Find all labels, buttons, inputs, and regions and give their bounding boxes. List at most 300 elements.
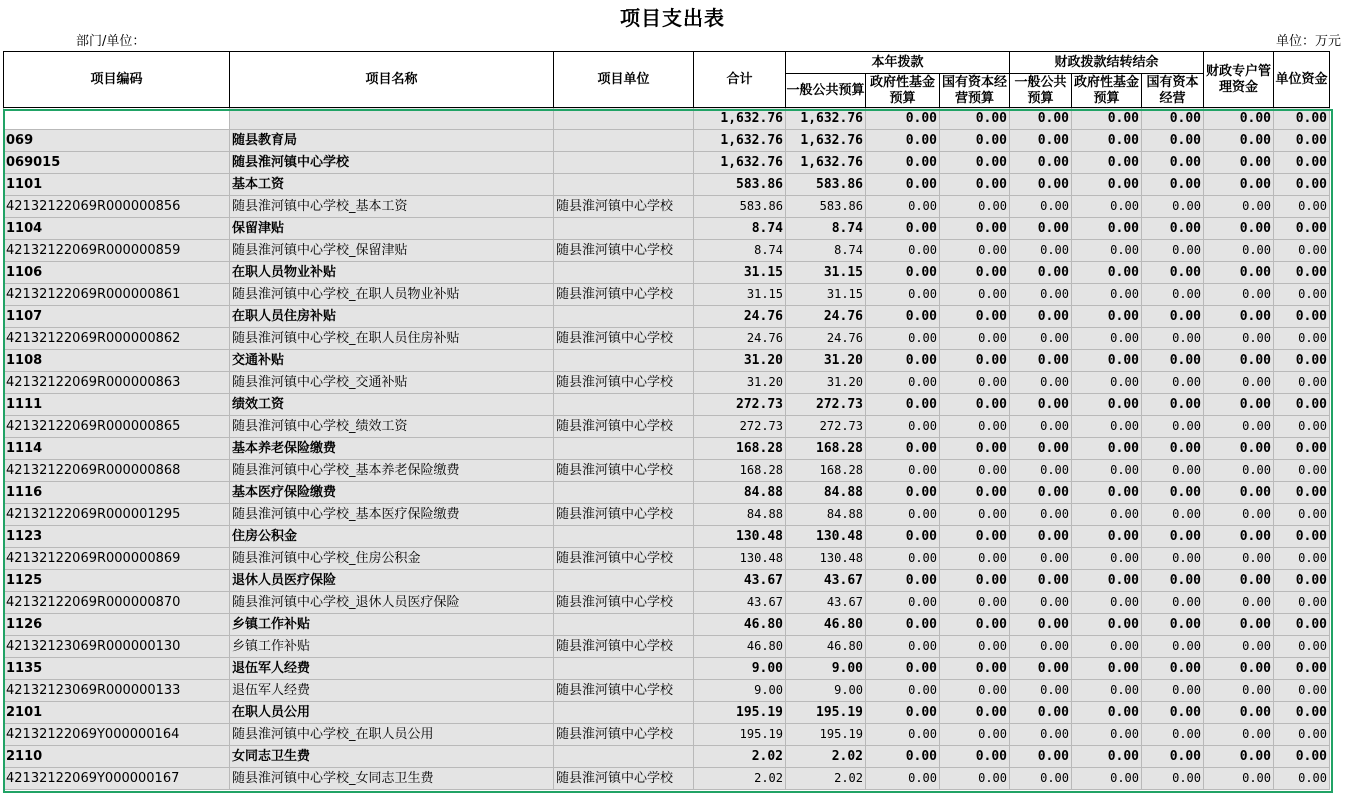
cell-carry-gov-fund-budget[interactable]: 0.00 <box>1072 724 1142 746</box>
cell-special-fund[interactable]: 0.00 <box>1204 372 1274 394</box>
cell-gov-fund-budget[interactable]: 0.00 <box>866 614 940 636</box>
cell-carry-gov-fund-budget[interactable]: 0.00 <box>1072 460 1142 482</box>
cell-unit-fund[interactable]: 0.00 <box>1274 394 1330 416</box>
cell-carry-state-capital[interactable]: 0.00 <box>1142 438 1204 460</box>
cell-carry-general-budget[interactable]: 0.00 <box>1010 372 1072 394</box>
header-total[interactable]: 合计 <box>694 52 786 108</box>
cell-unit-fund[interactable]: 0.00 <box>1274 350 1330 372</box>
cell-unit-fund[interactable]: 0.00 <box>1274 592 1330 614</box>
cell-state-capital-budget[interactable]: 0.00 <box>940 680 1010 702</box>
cell-carry-gov-fund-budget[interactable]: 0.00 <box>1072 702 1142 724</box>
cell-carry-state-capital[interactable]: 0.00 <box>1142 174 1204 196</box>
cell-carry-state-capital[interactable]: 0.00 <box>1142 504 1204 526</box>
cell-unit-fund[interactable]: 0.00 <box>1274 504 1330 526</box>
cell-general-budget[interactable]: 31.20 <box>786 372 866 394</box>
cell-carry-gov-fund-budget[interactable]: 0.00 <box>1072 350 1142 372</box>
cell-gov-fund-budget[interactable]: 0.00 <box>866 438 940 460</box>
cell-special-fund[interactable]: 0.00 <box>1204 218 1274 240</box>
cell-project-name[interactable]: 乡镇工作补贴 <box>230 636 554 658</box>
cell-project-unit[interactable] <box>554 130 694 152</box>
cell-total[interactable]: 583.86 <box>694 174 786 196</box>
cell-carry-general-budget[interactable]: 0.00 <box>1010 306 1072 328</box>
cell-total[interactable]: 43.67 <box>694 592 786 614</box>
cell-carry-gov-fund-budget[interactable]: 0.00 <box>1072 548 1142 570</box>
cell-special-fund[interactable]: 0.00 <box>1204 614 1274 636</box>
cell-carry-gov-fund-budget[interactable]: 0.00 <box>1072 658 1142 680</box>
cell-carry-gov-fund-budget[interactable]: 0.00 <box>1072 372 1142 394</box>
cell-project-code[interactable]: 1108 <box>4 350 230 372</box>
cell-general-budget[interactable]: 31.20 <box>786 350 866 372</box>
header-unit-fund[interactable]: 单位资金 <box>1274 52 1330 108</box>
cell-project-name[interactable]: 随县淮河镇中心学校_在职人员公用 <box>230 724 554 746</box>
cell-carry-general-budget[interactable]: 0.00 <box>1010 526 1072 548</box>
cell-special-fund[interactable]: 0.00 <box>1204 526 1274 548</box>
cell-carry-general-budget[interactable]: 0.00 <box>1010 548 1072 570</box>
header-special-fund[interactable]: 财政专户管理资金 <box>1204 52 1274 108</box>
cell-general-budget[interactable]: 8.74 <box>786 218 866 240</box>
cell-carry-gov-fund-budget[interactable]: 0.00 <box>1072 196 1142 218</box>
cell-unit-fund[interactable]: 0.00 <box>1274 130 1330 152</box>
cell-general-budget[interactable]: 583.86 <box>786 174 866 196</box>
cell-project-unit[interactable] <box>554 658 694 680</box>
cell-carry-general-budget[interactable]: 0.00 <box>1010 416 1072 438</box>
cell-carry-state-capital[interactable]: 0.00 <box>1142 614 1204 636</box>
cell-special-fund[interactable]: 0.00 <box>1204 504 1274 526</box>
cell-project-unit[interactable]: 随县淮河镇中心学校 <box>554 504 694 526</box>
cell-carry-general-budget[interactable]: 0.00 <box>1010 394 1072 416</box>
cell-state-capital-budget[interactable]: 0.00 <box>940 130 1010 152</box>
cell-gov-fund-budget[interactable]: 0.00 <box>866 526 940 548</box>
cell-carry-state-capital[interactable]: 0.00 <box>1142 746 1204 768</box>
cell-project-code[interactable]: 42132122069R000000868 <box>4 460 230 482</box>
cell-state-capital-budget[interactable]: 0.00 <box>940 702 1010 724</box>
cell-state-capital-budget[interactable]: 0.00 <box>940 350 1010 372</box>
cell-project-code[interactable]: 42132123069R000000130 <box>4 636 230 658</box>
cell-carry-general-budget[interactable]: 0.00 <box>1010 218 1072 240</box>
cell-general-budget[interactable]: 130.48 <box>786 526 866 548</box>
cell-state-capital-budget[interactable]: 0.00 <box>940 658 1010 680</box>
cell-carry-state-capital[interactable]: 0.00 <box>1142 636 1204 658</box>
header-gov-fund-budget[interactable]: 政府性基金预算 <box>866 74 940 108</box>
cell-general-budget[interactable]: 2.02 <box>786 768 866 790</box>
cell-project-name[interactable]: 随县淮河镇中心学校_基本工资 <box>230 196 554 218</box>
cell-project-name[interactable]: 女同志卫生费 <box>230 746 554 768</box>
cell-unit-fund[interactable]: 0.00 <box>1274 196 1330 218</box>
cell-project-name[interactable]: 基本养老保险缴费 <box>230 438 554 460</box>
cell-project-name[interactable]: 随县教育局 <box>230 130 554 152</box>
cell-carry-state-capital[interactable]: 0.00 <box>1142 592 1204 614</box>
cell-unit-fund[interactable]: 0.00 <box>1274 724 1330 746</box>
cell-special-fund[interactable]: 0.00 <box>1204 152 1274 174</box>
cell-general-budget[interactable]: 1,632.76 <box>786 130 866 152</box>
cell-special-fund[interactable]: 0.00 <box>1204 460 1274 482</box>
cell-gov-fund-budget[interactable]: 0.00 <box>866 746 940 768</box>
cell-special-fund[interactable]: 0.00 <box>1204 438 1274 460</box>
cell-unit-fund[interactable]: 0.00 <box>1274 570 1330 592</box>
cell-carry-state-capital[interactable]: 0.00 <box>1142 724 1204 746</box>
cell-carry-gov-fund-budget[interactable]: 0.00 <box>1072 636 1142 658</box>
cell-total[interactable]: 31.20 <box>694 350 786 372</box>
cell-general-budget[interactable]: 195.19 <box>786 702 866 724</box>
cell-carry-state-capital[interactable]: 0.00 <box>1142 416 1204 438</box>
cell-carry-general-budget[interactable]: 0.00 <box>1010 196 1072 218</box>
cell-special-fund[interactable]: 0.00 <box>1204 636 1274 658</box>
cell-carry-general-budget[interactable]: 0.00 <box>1010 592 1072 614</box>
cell-total[interactable]: 130.48 <box>694 548 786 570</box>
cell-carry-gov-fund-budget[interactable]: 0.00 <box>1072 108 1142 130</box>
cell-carry-gov-fund-budget[interactable]: 0.00 <box>1072 218 1142 240</box>
cell-project-unit[interactable] <box>554 350 694 372</box>
cell-carry-gov-fund-budget[interactable]: 0.00 <box>1072 240 1142 262</box>
header-carry-gov-fund-budget[interactable]: 政府性基金预算 <box>1072 74 1142 108</box>
cell-carry-general-budget[interactable]: 0.00 <box>1010 482 1072 504</box>
cell-gov-fund-budget[interactable]: 0.00 <box>866 636 940 658</box>
cell-project-code[interactable]: 1104 <box>4 218 230 240</box>
cell-gov-fund-budget[interactable]: 0.00 <box>866 658 940 680</box>
cell-special-fund[interactable]: 0.00 <box>1204 328 1274 350</box>
cell-project-code[interactable]: 1114 <box>4 438 230 460</box>
cell-special-fund[interactable]: 0.00 <box>1204 306 1274 328</box>
cell-state-capital-budget[interactable]: 0.00 <box>940 262 1010 284</box>
cell-unit-fund[interactable]: 0.00 <box>1274 108 1330 130</box>
cell-project-unit[interactable]: 随县淮河镇中心学校 <box>554 592 694 614</box>
cell-total[interactable]: 195.19 <box>694 724 786 746</box>
cell-carry-gov-fund-budget[interactable]: 0.00 <box>1072 592 1142 614</box>
cell-project-unit[interactable] <box>554 614 694 636</box>
cell-carry-gov-fund-budget[interactable]: 0.00 <box>1072 680 1142 702</box>
cell-project-unit[interactable]: 随县淮河镇中心学校 <box>554 416 694 438</box>
cell-carry-state-capital[interactable]: 0.00 <box>1142 570 1204 592</box>
cell-project-unit[interactable]: 随县淮河镇中心学校 <box>554 328 694 350</box>
cell-project-unit[interactable]: 随县淮河镇中心学校 <box>554 548 694 570</box>
cell-carry-gov-fund-budget[interactable]: 0.00 <box>1072 504 1142 526</box>
cell-unit-fund[interactable]: 0.00 <box>1274 284 1330 306</box>
cell-carry-general-budget[interactable]: 0.00 <box>1010 438 1072 460</box>
cell-project-name[interactable]: 随县淮河镇中心学校_交通补贴 <box>230 372 554 394</box>
cell-gov-fund-budget[interactable]: 0.00 <box>866 218 940 240</box>
cell-general-budget[interactable]: 9.00 <box>786 680 866 702</box>
cell-carry-general-budget[interactable]: 0.00 <box>1010 108 1072 130</box>
cell-carry-state-capital[interactable]: 0.00 <box>1142 108 1204 130</box>
cell-general-budget[interactable]: 1,632.76 <box>786 152 866 174</box>
cell-project-name[interactable]: 绩效工资 <box>230 394 554 416</box>
cell-total[interactable]: 195.19 <box>694 702 786 724</box>
cell-carry-state-capital[interactable]: 0.00 <box>1142 350 1204 372</box>
cell-project-name[interactable]: 退伍军人经费 <box>230 658 554 680</box>
cell-unit-fund[interactable]: 0.00 <box>1274 768 1330 790</box>
cell-unit-fund[interactable]: 0.00 <box>1274 438 1330 460</box>
cell-general-budget[interactable]: 8.74 <box>786 240 866 262</box>
cell-project-unit[interactable] <box>554 526 694 548</box>
cell-special-fund[interactable]: 0.00 <box>1204 746 1274 768</box>
cell-general-budget[interactable]: 24.76 <box>786 306 866 328</box>
cell-carry-general-budget[interactable]: 0.00 <box>1010 768 1072 790</box>
cell-total[interactable]: 1,632.76 <box>694 130 786 152</box>
cell-general-budget[interactable]: 46.80 <box>786 636 866 658</box>
cell-carry-state-capital[interactable]: 0.00 <box>1142 680 1204 702</box>
cell-total[interactable]: 84.88 <box>694 504 786 526</box>
cell-carry-general-budget[interactable]: 0.00 <box>1010 702 1072 724</box>
cell-carry-state-capital[interactable]: 0.00 <box>1142 394 1204 416</box>
cell-project-unit[interactable]: 随县淮河镇中心学校 <box>554 240 694 262</box>
cell-special-fund[interactable]: 0.00 <box>1204 130 1274 152</box>
cell-project-unit[interactable] <box>554 394 694 416</box>
cell-carry-state-capital[interactable]: 0.00 <box>1142 328 1204 350</box>
cell-carry-state-capital[interactable]: 0.00 <box>1142 130 1204 152</box>
cell-gov-fund-budget[interactable]: 0.00 <box>866 482 940 504</box>
cell-state-capital-budget[interactable]: 0.00 <box>940 482 1010 504</box>
cell-general-budget[interactable]: 168.28 <box>786 438 866 460</box>
cell-project-name[interactable]: 退休人员医疗保险 <box>230 570 554 592</box>
cell-project-code[interactable]: 42132122069R000000859 <box>4 240 230 262</box>
cell-state-capital-budget[interactable]: 0.00 <box>940 570 1010 592</box>
cell-total[interactable]: 1,632.76 <box>694 108 786 130</box>
cell-project-code[interactable]: 1126 <box>4 614 230 636</box>
cell-carry-general-budget[interactable]: 0.00 <box>1010 240 1072 262</box>
cell-project-unit[interactable] <box>554 152 694 174</box>
cell-general-budget[interactable]: 272.73 <box>786 394 866 416</box>
cell-unit-fund[interactable]: 0.00 <box>1274 636 1330 658</box>
cell-project-code[interactable]: 42132123069R000000133 <box>4 680 230 702</box>
header-code[interactable]: 项目编码 <box>4 52 230 108</box>
cell-project-name[interactable]: 在职人员公用 <box>230 702 554 724</box>
cell-unit-fund[interactable]: 0.00 <box>1274 614 1330 636</box>
cell-project-code[interactable]: 1123 <box>4 526 230 548</box>
cell-project-name[interactable]: 随县淮河镇中心学校_在职人员住房补贴 <box>230 328 554 350</box>
cell-unit-fund[interactable]: 0.00 <box>1274 460 1330 482</box>
cell-total[interactable]: 31.20 <box>694 372 786 394</box>
cell-project-name[interactable]: 基本医疗保险缴费 <box>230 482 554 504</box>
cell-unit-fund[interactable]: 0.00 <box>1274 702 1330 724</box>
cell-state-capital-budget[interactable]: 0.00 <box>940 526 1010 548</box>
cell-general-budget[interactable]: 84.88 <box>786 482 866 504</box>
cell-state-capital-budget[interactable]: 0.00 <box>940 460 1010 482</box>
cell-total[interactable]: 2.02 <box>694 746 786 768</box>
cell-carry-state-capital[interactable]: 0.00 <box>1142 702 1204 724</box>
cell-gov-fund-budget[interactable]: 0.00 <box>866 108 940 130</box>
cell-special-fund[interactable]: 0.00 <box>1204 548 1274 570</box>
cell-special-fund[interactable]: 0.00 <box>1204 108 1274 130</box>
cell-unit-fund[interactable]: 0.00 <box>1274 548 1330 570</box>
header-general-budget[interactable]: 一般公共预算 <box>786 74 866 108</box>
cell-special-fund[interactable]: 0.00 <box>1204 196 1274 218</box>
cell-project-code[interactable]: 1107 <box>4 306 230 328</box>
cell-special-fund[interactable]: 0.00 <box>1204 240 1274 262</box>
cell-carry-gov-fund-budget[interactable]: 0.00 <box>1072 262 1142 284</box>
cell-general-budget[interactable]: 31.15 <box>786 262 866 284</box>
cell-unit-fund[interactable]: 0.00 <box>1274 416 1330 438</box>
cell-project-unit[interactable]: 随县淮河镇中心学校 <box>554 372 694 394</box>
cell-project-name[interactable]: 随县淮河镇中心学校_保留津贴 <box>230 240 554 262</box>
cell-project-unit[interactable] <box>554 438 694 460</box>
cell-carry-general-budget[interactable]: 0.00 <box>1010 504 1072 526</box>
cell-carry-gov-fund-budget[interactable]: 0.00 <box>1072 768 1142 790</box>
cell-carry-state-capital[interactable]: 0.00 <box>1142 768 1204 790</box>
cell-unit-fund[interactable]: 0.00 <box>1274 306 1330 328</box>
cell-carry-gov-fund-budget[interactable]: 0.00 <box>1072 570 1142 592</box>
cell-special-fund[interactable]: 0.00 <box>1204 680 1274 702</box>
cell-carry-gov-fund-budget[interactable]: 0.00 <box>1072 416 1142 438</box>
cell-gov-fund-budget[interactable]: 0.00 <box>866 262 940 284</box>
cell-special-fund[interactable]: 0.00 <box>1204 592 1274 614</box>
cell-general-budget[interactable]: 46.80 <box>786 614 866 636</box>
cell-unit-fund[interactable]: 0.00 <box>1274 262 1330 284</box>
cell-project-code[interactable]: 1101 <box>4 174 230 196</box>
cell-carry-general-budget[interactable]: 0.00 <box>1010 570 1072 592</box>
cell-project-name[interactable]: 在职人员住房补贴 <box>230 306 554 328</box>
cell-total[interactable]: 24.76 <box>694 306 786 328</box>
cell-state-capital-budget[interactable]: 0.00 <box>940 438 1010 460</box>
cell-carry-general-budget[interactable]: 0.00 <box>1010 680 1072 702</box>
cell-total[interactable]: 9.00 <box>694 658 786 680</box>
cell-carry-state-capital[interactable]: 0.00 <box>1142 284 1204 306</box>
cell-project-unit[interactable]: 随县淮河镇中心学校 <box>554 724 694 746</box>
cell-carry-general-budget[interactable]: 0.00 <box>1010 328 1072 350</box>
cell-state-capital-budget[interactable]: 0.00 <box>940 218 1010 240</box>
cell-carry-gov-fund-budget[interactable]: 0.00 <box>1072 152 1142 174</box>
cell-gov-fund-budget[interactable]: 0.00 <box>866 702 940 724</box>
cell-special-fund[interactable]: 0.00 <box>1204 724 1274 746</box>
cell-gov-fund-budget[interactable]: 0.00 <box>866 592 940 614</box>
cell-carry-gov-fund-budget[interactable]: 0.00 <box>1072 306 1142 328</box>
cell-project-unit[interactable] <box>554 482 694 504</box>
cell-gov-fund-budget[interactable]: 0.00 <box>866 372 940 394</box>
cell-general-budget[interactable]: 43.67 <box>786 592 866 614</box>
cell-project-code[interactable]: 1125 <box>4 570 230 592</box>
cell-carry-gov-fund-budget[interactable]: 0.00 <box>1072 130 1142 152</box>
cell-gov-fund-budget[interactable]: 0.00 <box>866 680 940 702</box>
cell-project-code[interactable]: 42132122069R000001295 <box>4 504 230 526</box>
cell-carry-state-capital[interactable]: 0.00 <box>1142 482 1204 504</box>
cell-project-unit[interactable]: 随县淮河镇中心学校 <box>554 284 694 306</box>
cell-special-fund[interactable]: 0.00 <box>1204 482 1274 504</box>
cell-special-fund[interactable]: 0.00 <box>1204 394 1274 416</box>
cell-project-name[interactable]: 随县淮河镇中心学校_基本医疗保险缴费 <box>230 504 554 526</box>
cell-carry-general-budget[interactable]: 0.00 <box>1010 460 1072 482</box>
cell-project-unit[interactable] <box>554 108 694 130</box>
cell-state-capital-budget[interactable]: 0.00 <box>940 724 1010 746</box>
cell-gov-fund-budget[interactable]: 0.00 <box>866 394 940 416</box>
cell-general-budget[interactable]: 583.86 <box>786 196 866 218</box>
cell-total[interactable]: 1,632.76 <box>694 152 786 174</box>
cell-project-unit[interactable] <box>554 262 694 284</box>
cell-project-code[interactable]: 42132122069R000000865 <box>4 416 230 438</box>
cell-unit-fund[interactable]: 0.00 <box>1274 482 1330 504</box>
cell-special-fund[interactable]: 0.00 <box>1204 702 1274 724</box>
cell-project-name[interactable]: 随县淮河镇中心学校 <box>230 152 554 174</box>
cell-project-unit[interactable] <box>554 218 694 240</box>
cell-total[interactable]: 46.80 <box>694 636 786 658</box>
cell-total[interactable]: 9.00 <box>694 680 786 702</box>
cell-total[interactable]: 84.88 <box>694 482 786 504</box>
cell-carry-gov-fund-budget[interactable]: 0.00 <box>1072 746 1142 768</box>
cell-gov-fund-budget[interactable]: 0.00 <box>866 460 940 482</box>
cell-project-name[interactable]: 随县淮河镇中心学校_基本养老保险缴费 <box>230 460 554 482</box>
cell-project-name[interactable] <box>230 108 554 130</box>
cell-state-capital-budget[interactable]: 0.00 <box>940 196 1010 218</box>
cell-project-code[interactable]: 42132122069R000000869 <box>4 548 230 570</box>
cell-general-budget[interactable]: 168.28 <box>786 460 866 482</box>
cell-project-code[interactable]: 42132122069Y000000167 <box>4 768 230 790</box>
cell-project-unit[interactable] <box>554 570 694 592</box>
cell-special-fund[interactable]: 0.00 <box>1204 350 1274 372</box>
cell-project-code[interactable]: 1116 <box>4 482 230 504</box>
cell-gov-fund-budget[interactable]: 0.00 <box>866 350 940 372</box>
cell-carry-gov-fund-budget[interactable]: 0.00 <box>1072 526 1142 548</box>
cell-project-code[interactable]: 42132122069R000000863 <box>4 372 230 394</box>
cell-total[interactable]: 168.28 <box>694 438 786 460</box>
cell-carry-general-budget[interactable]: 0.00 <box>1010 130 1072 152</box>
cell-project-unit[interactable]: 随县淮河镇中心学校 <box>554 196 694 218</box>
cell-total[interactable]: 31.15 <box>694 284 786 306</box>
cell-state-capital-budget[interactable]: 0.00 <box>940 328 1010 350</box>
cell-general-budget[interactable]: 31.15 <box>786 284 866 306</box>
cell-state-capital-budget[interactable]: 0.00 <box>940 614 1010 636</box>
cell-general-budget[interactable]: 2.02 <box>786 746 866 768</box>
cell-unit-fund[interactable]: 0.00 <box>1274 174 1330 196</box>
cell-unit-fund[interactable]: 0.00 <box>1274 218 1330 240</box>
cell-state-capital-budget[interactable]: 0.00 <box>940 174 1010 196</box>
cell-state-capital-budget[interactable]: 0.00 <box>940 416 1010 438</box>
cell-carry-state-capital[interactable]: 0.00 <box>1142 218 1204 240</box>
cell-project-name[interactable]: 随县淮河镇中心学校_在职人员物业补贴 <box>230 284 554 306</box>
cell-project-name[interactable]: 随县淮河镇中心学校_退休人员医疗保险 <box>230 592 554 614</box>
cell-special-fund[interactable]: 0.00 <box>1204 262 1274 284</box>
cell-project-name[interactable]: 住房公积金 <box>230 526 554 548</box>
cell-carry-state-capital[interactable]: 0.00 <box>1142 240 1204 262</box>
cell-general-budget[interactable]: 195.19 <box>786 724 866 746</box>
cell-special-fund[interactable]: 0.00 <box>1204 768 1274 790</box>
header-group-carry[interactable]: 财政拨款结转结余 <box>1010 52 1204 74</box>
cell-state-capital-budget[interactable]: 0.00 <box>940 746 1010 768</box>
cell-project-code[interactable]: 1111 <box>4 394 230 416</box>
cell-total[interactable]: 46.80 <box>694 614 786 636</box>
cell-project-code[interactable]: 1135 <box>4 658 230 680</box>
cell-carry-general-budget[interactable]: 0.00 <box>1010 174 1072 196</box>
cell-project-code[interactable]: 42132122069R000000862 <box>4 328 230 350</box>
cell-gov-fund-budget[interactable]: 0.00 <box>866 284 940 306</box>
cell-total[interactable]: 8.74 <box>694 218 786 240</box>
cell-state-capital-budget[interactable]: 0.00 <box>940 504 1010 526</box>
cell-gov-fund-budget[interactable]: 0.00 <box>866 416 940 438</box>
cell-special-fund[interactable]: 0.00 <box>1204 416 1274 438</box>
cell-project-code[interactable]: 42132122069R000000856 <box>4 196 230 218</box>
cell-gov-fund-budget[interactable]: 0.00 <box>866 306 940 328</box>
cell-unit-fund[interactable]: 0.00 <box>1274 680 1330 702</box>
cell-carry-general-budget[interactable]: 0.00 <box>1010 262 1072 284</box>
header-carry-general-budget[interactable]: 一般公共预算 <box>1010 74 1072 108</box>
cell-project-unit[interactable] <box>554 174 694 196</box>
cell-general-budget[interactable]: 24.76 <box>786 328 866 350</box>
cell-project-unit[interactable] <box>554 702 694 724</box>
cell-gov-fund-budget[interactable]: 0.00 <box>866 196 940 218</box>
cell-gov-fund-budget[interactable]: 0.00 <box>866 570 940 592</box>
cell-gov-fund-budget[interactable]: 0.00 <box>866 130 940 152</box>
cell-carry-gov-fund-budget[interactable]: 0.00 <box>1072 438 1142 460</box>
cell-unit-fund[interactable]: 0.00 <box>1274 328 1330 350</box>
cell-project-code[interactable]: 42132122069R000000861 <box>4 284 230 306</box>
cell-general-budget[interactable]: 130.48 <box>786 548 866 570</box>
cell-state-capital-budget[interactable]: 0.00 <box>940 548 1010 570</box>
cell-state-capital-budget[interactable]: 0.00 <box>940 394 1010 416</box>
cell-special-fund[interactable]: 0.00 <box>1204 174 1274 196</box>
cell-carry-state-capital[interactable]: 0.00 <box>1142 526 1204 548</box>
cell-project-name[interactable]: 退伍军人经费 <box>230 680 554 702</box>
cell-project-code[interactable]: 2110 <box>4 746 230 768</box>
cell-general-budget[interactable]: 43.67 <box>786 570 866 592</box>
cell-state-capital-budget[interactable]: 0.00 <box>940 592 1010 614</box>
cell-carry-state-capital[interactable]: 0.00 <box>1142 306 1204 328</box>
